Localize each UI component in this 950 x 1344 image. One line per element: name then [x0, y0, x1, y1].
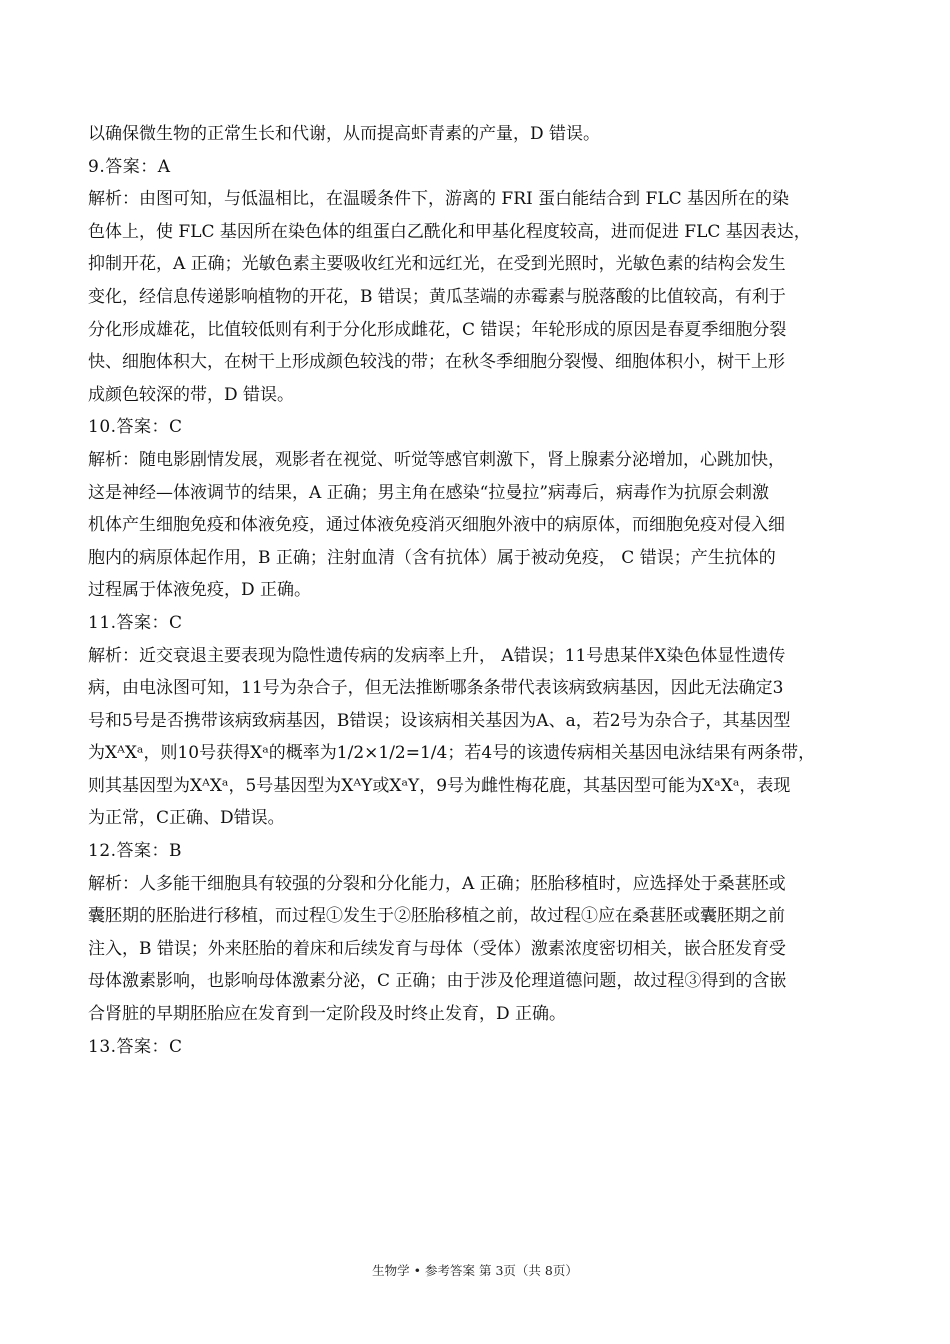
text-line: 号和5号是否携带该病致病基因，B错误；设该病相关基因为A、a，若2号为杂合子，其基因型: [88, 710, 791, 731]
text-line: 解析：人多能干细胞具有较强的分裂和分化能力，A 正确；胚胎移植时，应选择处于桑葚胚或: [88, 873, 786, 894]
text-line: 解析：近交衰退主要表现为隐性遗传病的发病率上升， A错误；11号患某伴X染色体显性遗传: [88, 645, 786, 666]
text-line: 快、细胞体积大，在树干上形成颜色较浅的带；在秋冬季细胞分裂慢、细胞体积小，树干上形: [88, 352, 785, 373]
text-line: 解析：由图可知，与低温相比，在温暖条件下，游离的 FRI 蛋白能结合到 FLC 基因所在的染: [88, 189, 790, 210]
text-line: 母体激素影响，也影响母体激素分泌，C 正确；由于涉及伦理道德问题，故过程③得到的含嵌: [88, 971, 787, 992]
answer-heading-13: 13.答案：C: [88, 1036, 183, 1057]
answer-heading-12: 12.答案：B: [88, 841, 183, 862]
text-line: 解析：随电影剧情发展，观影者在视觉、听觉等感官刺激下，肾上腺素分泌增加，心跳加快，: [88, 449, 785, 470]
text-line: 以确保微生物的正常生长和代谢，从而提高虾青素的产量，D 错误。: [88, 124, 601, 144]
page-footer: 生物学 • 参考答案 第 3页（共 8页）: [372, 1263, 578, 1278]
text-line: 抑制开花，A 正确；光敏色素主要吸收红光和远红光，在受到光照时，光敏色素的结构会发生: [88, 254, 786, 275]
text-line: 这是神经—体液调节的结果，A 正确；男主角在感染“拉曼拉”病毒后，病毒作为抗原会刺激: [88, 482, 770, 503]
text-line: 则其基因型为XᴬXᵃ，5号基因型为XᴬY或XᵃY，9号为雌性梅花鹿，其基因型可能为XᵃXᵃ，表现: [88, 775, 791, 796]
text-line: 为正常，C正确、D错误。: [88, 808, 285, 829]
answer-heading-11: 11.答案：C: [88, 612, 183, 633]
text-line: 变化，经信息传递影响植物的开花，B 错误；黄瓜茎端的赤霉素与脱落酸的比值较高，有利于: [88, 286, 786, 307]
text-line: 合肾脏的早期胚胎应在发育到一定阶段及时终止发育，D 正确。: [88, 1004, 567, 1025]
text-line: 为XᴬXᵃ，则10号获得Xᵃ的概率为1/2×1/2=1/4；若4号的该遗传病相关基因电泳结果有两条带，: [88, 743, 816, 764]
text-line: 胞内的病原体起作用，B 正确；注射血清（含有抗体）属于被动免疫， C 错误；产生抗体的: [88, 547, 776, 568]
answer-heading-9: 9.答案：A: [88, 156, 171, 177]
text-line: 分化形成雄花，比值较低则有利于分化形成雌花，C 错误；年轮形成的原因是春夏季细胞分裂: [88, 319, 787, 340]
answer-heading-10: 10.答案：C: [88, 417, 183, 438]
text-line: 病，由电泳图可知，11号为杂合子，但无法推断哪条条带代表该病致病基因，因此无法确定3: [88, 678, 784, 699]
text-line: 成颜色较深的带，D 错误。: [88, 384, 295, 405]
text-line: 色体上，使 FLC 基因所在染色体的组蛋白乙酰化和甲基化程度较高，进而促进 FLC 基因表达，: [88, 221, 811, 242]
text-line: 过程属于体液免疫，D 正确。: [88, 580, 312, 601]
text-line: 机体产生细胞免疫和体液免疫，通过体液免疫消灭细胞外液中的病原体，而细胞免疫对侵入细: [88, 515, 785, 536]
text-line: 注入，B 错误；外来胚胎的着床和后续发育与母体（受体）激素浓度密切相关，嵌合胚发育受: [88, 938, 786, 959]
document-body: [88, 118, 864, 1063]
text-line: 囊胚期的胚胎进行移植，而过程①发生于②胚胎移植之前，故过程①应在桑葚胚或囊胚期之前: [88, 906, 785, 927]
